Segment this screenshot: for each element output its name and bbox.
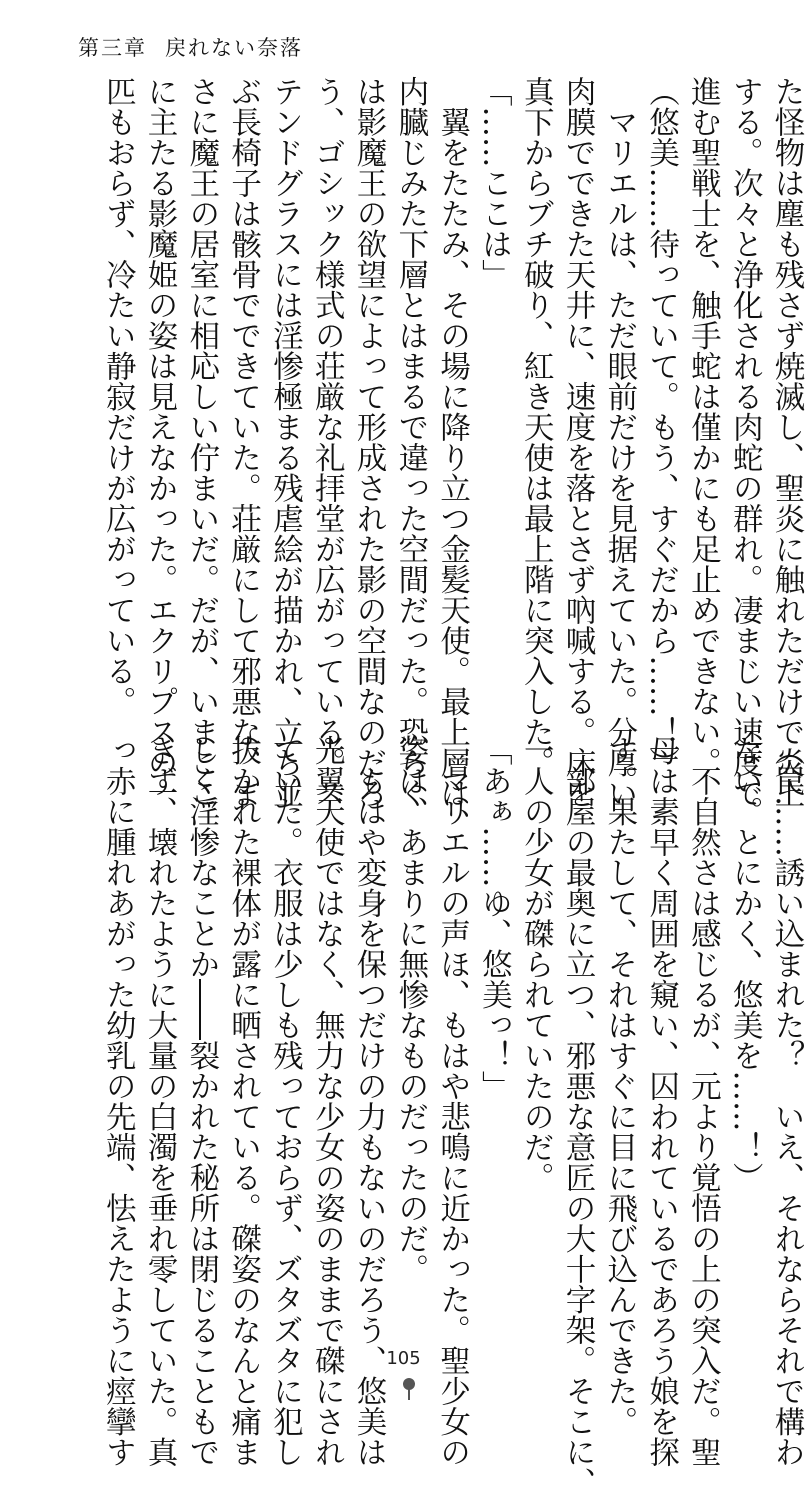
running-header — [78, 32, 303, 62]
text-line: ていた。衣服は少しも残っておらず、ズタズタに犯し — [267, 735, 303, 1467]
text-block-lower — [78, 735, 807, 1498]
text-line: 母は素早く周囲を窺い、囚われているであろう娘を探 — [643, 735, 679, 1467]
text-line: 肉膜でできた天井に、速度を落とさず吶喊する。床を — [560, 76, 596, 808]
text-line: は影魔王の欲望によって形成された影の空間なのだろ — [351, 76, 387, 808]
text-line: マリエルは、ただ眼前だけを見据えていた。分厚い — [601, 76, 637, 808]
text-line: （罠……誘い込まれた？ いえ、それならそれで構わ — [769, 735, 804, 1467]
text-line: ない。とにかく、悠美を……！） — [727, 735, 763, 1193]
text-line: に主たる影魔姫の姿は見えなかった。エクリプスの一 — [142, 76, 178, 808]
text-line: 匹もおらず、冷たい静寂だけが広がっている。 — [100, 76, 136, 717]
text-line: する。次々と浄化される肉蛇の群れ。凄まじい速度で — [727, 76, 763, 808]
text-line: （悠美……待っていて。もう、すぐだから……！） — [643, 76, 679, 778]
text-line: きず、壊れたように大量の白濁を垂れ零していた。真 — [142, 735, 178, 1467]
text-line: 内臓じみた下層とはまるで違った空間だった。恐らく — [392, 76, 428, 808]
text-line: 真下からブチ破り、紅き天使は最上階に突入した。 — [518, 76, 554, 778]
chapter-number: 第三章 — [78, 36, 147, 60]
text-line: 部屋の最奥に立つ、邪悪な意匠の大十字架。そこに、 — [560, 735, 596, 1498]
text-line: しく淫惨なことか――裂かれた秘所は閉じることもで — [183, 735, 219, 1467]
text-line: ぶ長椅子は骸骨でできていた。荘厳にして邪悪な、ま — [225, 76, 261, 808]
text-line: 抜かれた裸体が露に晒されている。磔姿のなんと痛ま — [225, 735, 261, 1467]
text-line: 一人の少女が磔られていたのだ。 — [518, 735, 554, 1193]
text-line: た怪物は塵も残さず焼滅し、聖炎に触れただけで炎上 — [769, 76, 804, 808]
text-block-upper — [78, 76, 807, 839]
text-line: す。果たして、それはすぐに目に飛び込んできた。 — [601, 735, 637, 1437]
text-line: 光翼天使ではなく、無力な少女の姿のままで磔にされ — [309, 735, 345, 1467]
text-line: テンドグラスには淫惨極まる残虐絵が描かれ、立ち並 — [267, 76, 303, 808]
text-line: 姿は、あまりに無惨なものだったのだ。 — [392, 735, 428, 1284]
text-line: マリエルの声ほ、もはや悲鳴に近かった。聖少女の — [434, 735, 470, 1467]
text-line: 「あぁ……ゆ、悠美っ！」 — [476, 735, 512, 1101]
page-marker-line — [408, 1388, 410, 1400]
text-line: 翼をたたみ、その場に降り立つ金髪天使。最上層は、 — [434, 76, 470, 839]
chapter-title: 戻れない奈落 — [165, 36, 303, 60]
text-line: 「……ここは」 — [476, 76, 512, 290]
text-line: っ赤に腫れあがった幼乳の先端、怯えたように痙攣す — [100, 735, 136, 1467]
page-number: 105 — [386, 1348, 421, 1369]
text-line: 不自然さは感じるが、元より覚悟の上の突入だ。聖 — [685, 735, 721, 1467]
text-line: う、ゴシック様式の荘厳な礼拝堂が広がっている。ス — [309, 76, 345, 808]
text-line: 進む聖戦士を、触手蛇は僅かにも足止めできない。 — [685, 76, 721, 778]
text-line: さに魔王の居室に相応しい佇まいだ。だが、いまここ — [183, 76, 219, 808]
text-line: もはや変身を保つだけの力もないのだろう、悠美は — [351, 735, 387, 1467]
